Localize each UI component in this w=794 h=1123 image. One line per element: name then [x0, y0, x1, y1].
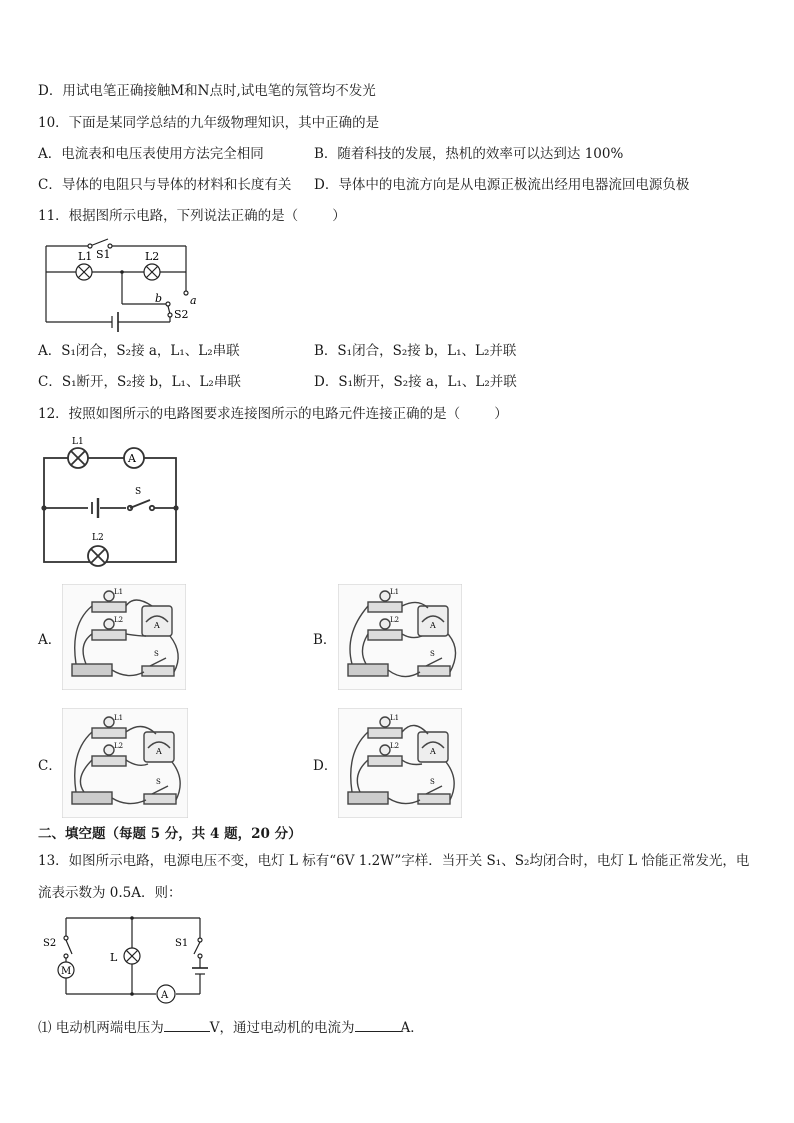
q13-stem-line1: 13．如图所示电路，电源电压不变，电灯 L 标有“6V 1.2W”字样．当开关 S₁、S₂均闭合时，电灯 L 恰能正常发光，电: [38, 853, 750, 869]
q13-part1-text-b: V，通过电动机的电流为: [209, 1020, 355, 1036]
q13-circuit-figure: [38, 910, 218, 1006]
q11-circuit-figure: [38, 236, 208, 332]
q12-option-b-label: B．: [313, 632, 337, 648]
q13-part1: [38, 1018, 424, 1037]
q11-stem: [38, 207, 346, 225]
opt-a-l2: L2: [114, 616, 124, 624]
fig11-label-s1: S1: [96, 248, 111, 261]
q12-option-c-label: C．: [38, 758, 62, 774]
fig12-label-l1: L1: [72, 437, 84, 447]
q9-option-d: D．用试电笔正确接触M和N点时,试电笔的氖管均不发光: [38, 83, 376, 99]
q12-option-a-label: A．: [38, 632, 62, 648]
q12-option-a-picture: [62, 584, 186, 690]
q11-option-a: A．S₁闭合，S₂接 a，L₁、L₂串联: [38, 343, 240, 359]
fig13-ammeter-label: A: [161, 990, 169, 1001]
q13-part1-text-a: ⑴ 电动机两端电压为: [38, 1020, 164, 1036]
opt-c-s: S: [156, 778, 161, 786]
opt-d-l1: L1: [390, 714, 400, 722]
fig12-ammeter-label: A: [128, 452, 136, 465]
q12-text: 12．按照如图所示的电路图要求连接图所示的电路元件连接正确的是（: [38, 406, 461, 422]
fig13-label-s2: S2: [43, 938, 57, 949]
fig11-label-a: a: [190, 294, 197, 307]
q11-close-paren: ）: [332, 208, 346, 224]
q12-option-d-picture: [338, 708, 462, 818]
q11-option-d: D．S₁断开，S₂接 a，L₁、L₂并联: [314, 374, 517, 390]
q13-stem-line2: 流表示数为 0.5A．则：: [38, 885, 182, 901]
opt-c-ammeter: A: [156, 747, 162, 756]
q13-blank-current[interactable]: [355, 1018, 401, 1032]
q13-part1-text-c: A．: [400, 1020, 424, 1036]
q10-stem: 10．下面是某同学总结的九年级物理知识，其中正确的是: [38, 115, 380, 131]
q11-option-c: C．S₁断开，S₂接 b，L₁、L₂串联: [38, 374, 241, 390]
fig11-label-s2: S2: [174, 308, 189, 321]
q12-close-paren: ）: [494, 406, 508, 422]
opt-b-l1: L1: [390, 588, 400, 596]
opt-d-l2: L2: [390, 742, 400, 750]
fig12-label-l2: L2: [92, 533, 104, 543]
q12-option-c-picture: [62, 708, 188, 818]
opt-b-l2: L2: [390, 616, 400, 624]
q10-option-d: D．导体中的电流方向是从电源正极流出经用电器流回电源负极: [314, 177, 690, 193]
opt-a-ammeter: A: [154, 621, 160, 630]
section-heading-fill-in: 二、填空题（每题 5 分，共 4 题，20 分）: [38, 826, 302, 842]
fig12-label-s: S: [135, 487, 142, 497]
fig13-label-l: L: [110, 951, 118, 964]
q13-blank-voltage[interactable]: [164, 1018, 210, 1032]
opt-c-l1: L1: [114, 714, 124, 722]
fig11-label-l2: L2: [145, 250, 160, 263]
opt-d-ammeter: A: [430, 747, 436, 756]
opt-b-s: S: [430, 650, 435, 658]
q10-option-a: A．电流表和电压表使用方法完全相同: [38, 146, 264, 162]
q12-stem: [38, 405, 508, 423]
q12-option-d-label: D．: [313, 758, 338, 774]
opt-d-s: S: [430, 778, 435, 786]
fig11-label-l1: L1: [78, 250, 93, 263]
q10-option-c: C．导体的电阻只与导体的材料和长度有关: [38, 177, 292, 193]
opt-a-s: S: [154, 650, 159, 658]
q12-circuit-figure: [38, 432, 180, 572]
fig13-motor-label: M: [61, 966, 72, 977]
opt-c-l2: L2: [114, 742, 124, 750]
opt-a-l1: L1: [114, 588, 124, 596]
q11-text: 11．根据图所示电路，下列说法正确的是（: [38, 208, 299, 224]
fig13-label-s1: S1: [175, 938, 189, 949]
q12-option-b-picture: [338, 584, 462, 690]
q10-option-b: B．随着科技的发展，热机的效率可以达到达 100%: [314, 146, 624, 162]
opt-b-ammeter: A: [430, 621, 436, 630]
q11-option-b: B．S₁闭合，S₂接 b，L₁、L₂并联: [314, 343, 517, 359]
fig11-label-b: b: [155, 292, 163, 305]
